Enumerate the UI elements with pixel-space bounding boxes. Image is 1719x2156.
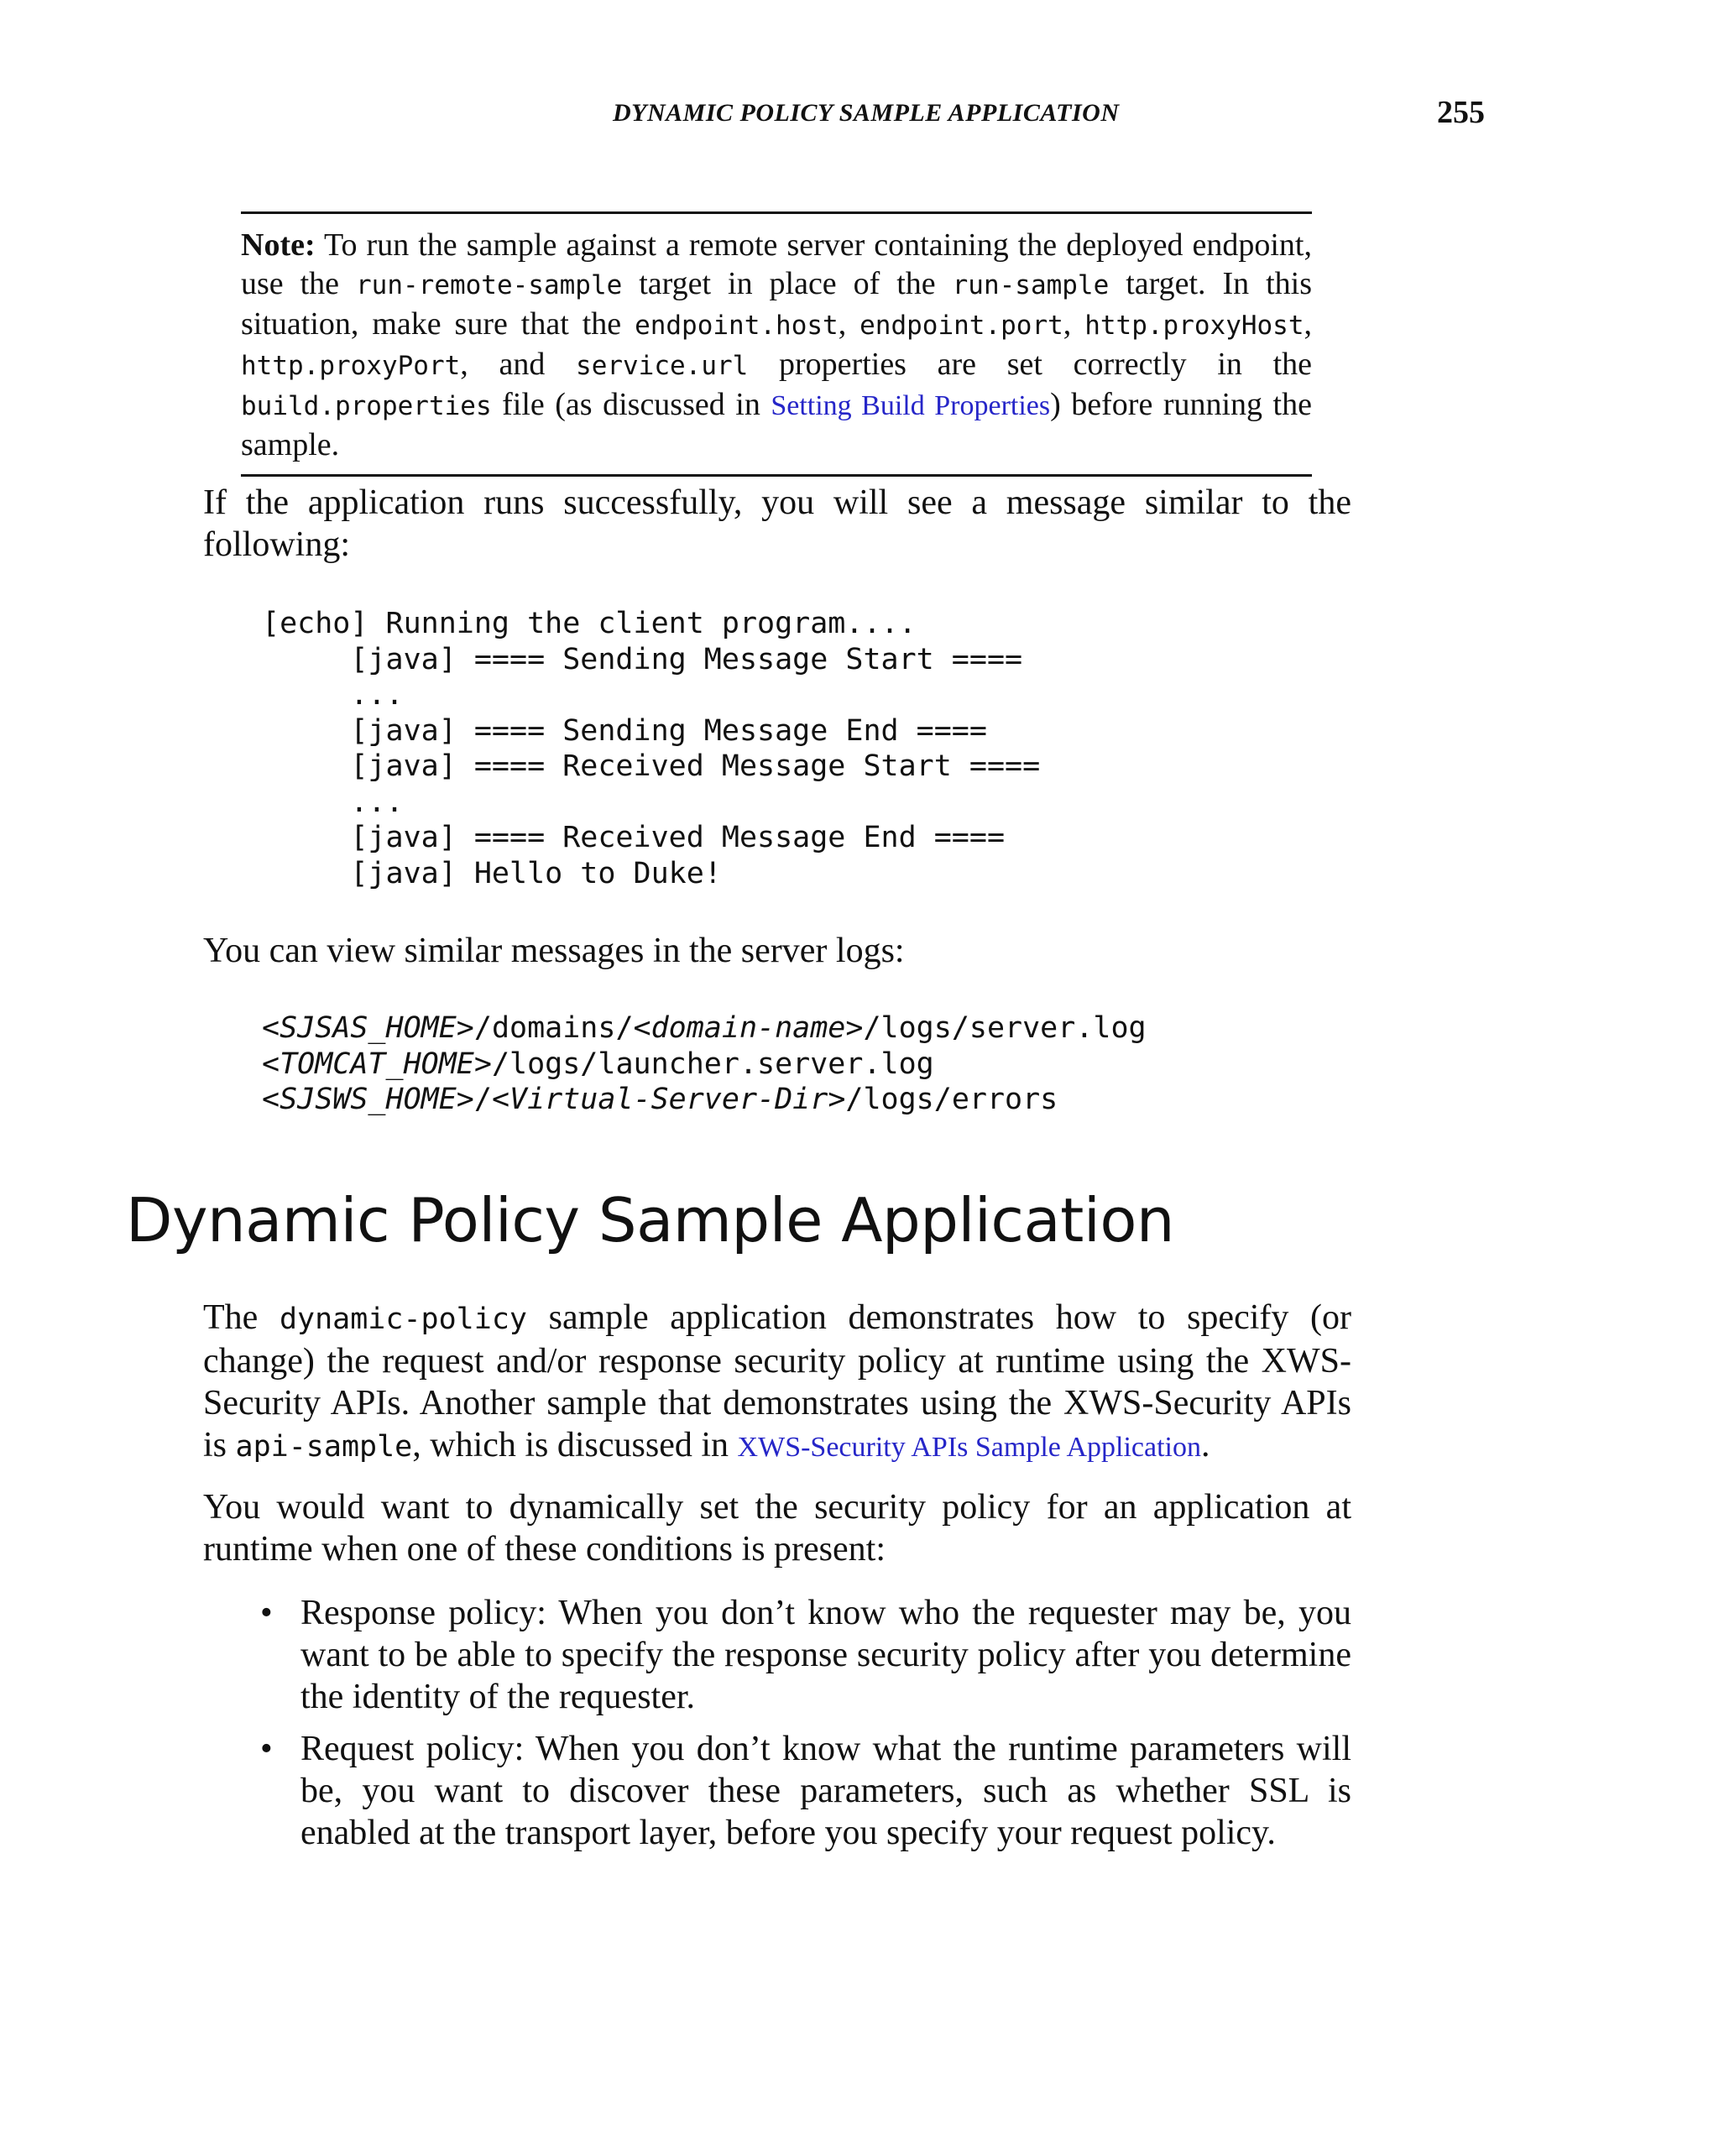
output-line: [echo] Running the client program.... xyxy=(262,607,917,640)
note-text: To run the sample against a remote server containing the deployed endpoint, use the xyxy=(241,227,1312,301)
note-code: service.url xyxy=(576,351,749,381)
note-code: build.properties xyxy=(241,391,492,421)
note-text: ) before running the sample. xyxy=(241,387,1312,462)
note-code: http.proxyHost xyxy=(1084,311,1304,341)
log-path-line: <TOMCAT_HOME>/logs/launcher.server.log xyxy=(262,1047,934,1081)
output-line: [java] Hello to Duke! xyxy=(262,856,722,890)
note-text: , xyxy=(1304,306,1313,342)
setting-build-properties-link[interactable]: Setting Build Properties xyxy=(771,390,1051,421)
note-code: run-remote-sample xyxy=(356,270,623,300)
client-output-block xyxy=(262,606,1040,891)
list-item: • Response policy: When you don’t know who the requester may be, you want to be able to specify the response security policy after you determine the identity of the requester. xyxy=(260,1594,1351,1716)
bullet-icon: • xyxy=(260,1730,273,1768)
output-intro-paragraph: If the application runs successfully, you will see a message similar to the following: xyxy=(203,483,1351,564)
note-code: endpoint.host xyxy=(635,311,839,341)
log-paths-block xyxy=(262,1010,1147,1118)
output-line: [java] ==== Sending Message End ==== xyxy=(262,713,987,748)
page-number: 255 xyxy=(1437,95,1485,130)
note-text: target. In this situation, make sure that the xyxy=(241,266,1313,342)
output-line: [java] ==== Received Message End ==== xyxy=(262,821,1006,854)
log-path-line: <SJSAS_HOME>/domains/<domain-name>/logs/server.log xyxy=(262,1011,1147,1045)
note-text: , xyxy=(1063,306,1085,342)
note-text: , and xyxy=(460,347,577,382)
note-text: file (as discussed in xyxy=(491,387,771,422)
note-code: http.proxyPort xyxy=(241,351,461,381)
note-label: Note: xyxy=(241,227,316,263)
note-text: , xyxy=(838,306,860,342)
note-text: target in place of the xyxy=(622,266,953,301)
inline-code: dynamic-policy xyxy=(279,1302,527,1336)
section-title: Dynamic Policy Sample Application xyxy=(126,1185,1175,1255)
xws-security-apis-sample-link[interactable]: XWS-Security APIs Sample Application xyxy=(737,1432,1201,1463)
inline-code: api-sample xyxy=(235,1430,413,1464)
server-logs-paragraph: You can view similar messages in the server logs: xyxy=(203,932,905,970)
running-head: DYNAMIC POLICY SAMPLE APPLICATION xyxy=(613,99,1120,127)
output-line: [java] ==== Sending Message Start ==== xyxy=(262,642,1023,676)
output-line: [java] ==== Received Message Start ==== xyxy=(262,749,1041,783)
bullet-icon: • xyxy=(260,1594,273,1632)
conditions-paragraph: You would want to dynamically set the security policy for an application at runtime when one of these conditions is present: xyxy=(203,1488,1351,1569)
output-line: ... xyxy=(262,785,404,819)
section-intro-paragraph: The dynamic-policy sample application demonstrates how to specify (or change) the request and/or response security policy at runtime using the XWS-Security APIs. Another sample that demonstrates using the XWS-Security APIs is api-sample, which is discussed in XWS-Security APIs Sample Application. xyxy=(203,1298,1351,1464)
note-code: endpoint.port xyxy=(860,311,1063,341)
note-box xyxy=(241,211,1312,477)
list-item: • Request policy: When you don’t know what the runtime parameters will be, you want to discover these parameters, such as whether SSL is enabled at the transport layer, before you specify your request policy. xyxy=(260,1730,1351,1852)
note-text: properties are set correctly in the xyxy=(748,347,1312,382)
note-code: run-sample xyxy=(952,270,1110,300)
log-path-line: <SJSWS_HOME>/<Virtual-Server-Dir>/logs/errors xyxy=(262,1083,1058,1116)
output-line: ... xyxy=(262,678,404,712)
conditions-list xyxy=(252,1592,1351,1864)
